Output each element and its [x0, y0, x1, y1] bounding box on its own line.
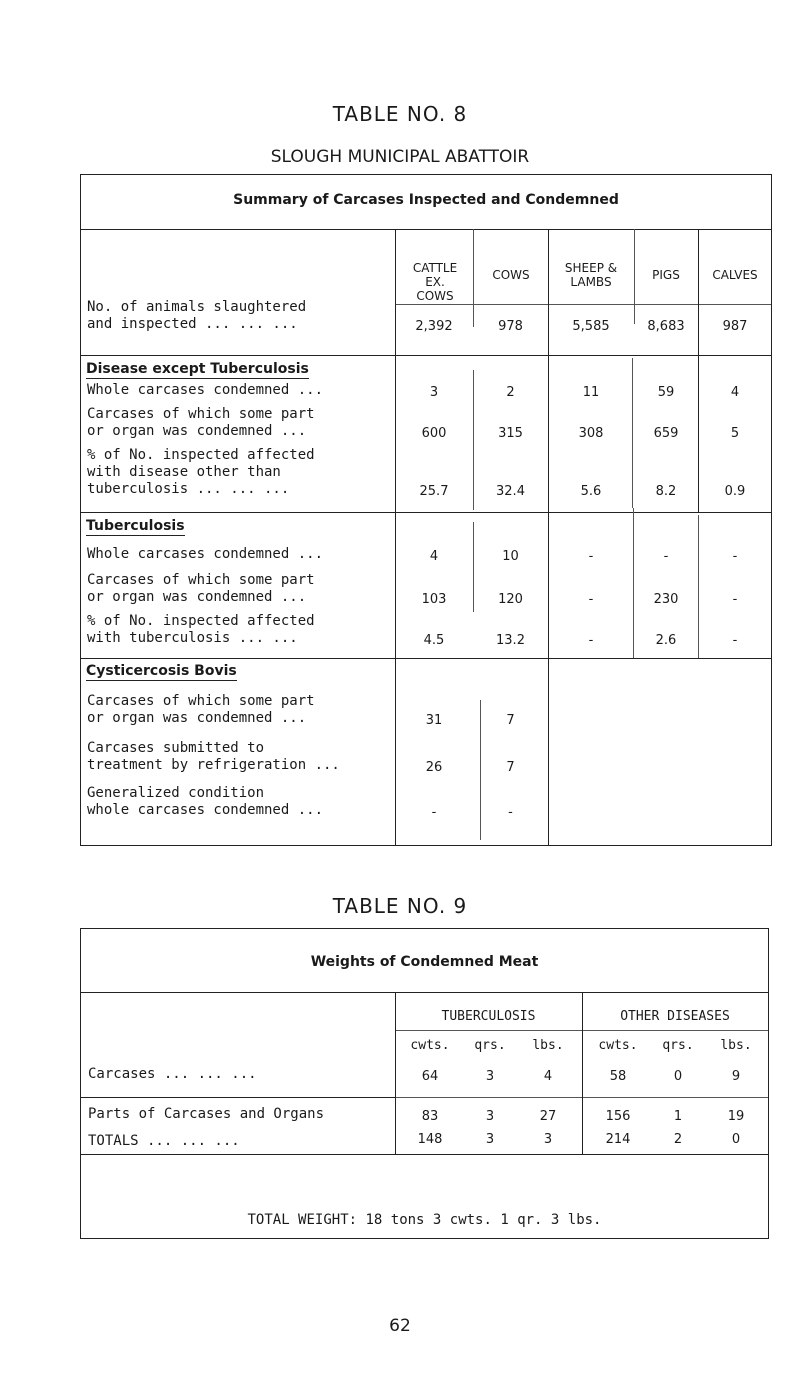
tb-heading: Tuberculosis	[86, 518, 185, 534]
t9-row1-v5: 9	[731, 1069, 741, 1084]
t9-row2-v0: 83	[421, 1109, 439, 1124]
slaughtered-label-1: No. of animals slaughtered	[87, 299, 307, 315]
tb-row3-label-1: % of No. inspected affected	[87, 613, 315, 629]
unit-tb-qrs: qrs.	[474, 1038, 506, 1053]
tb-row2-v1: 120	[498, 592, 523, 607]
tb-row3-v2: -	[588, 633, 594, 648]
t9-row3-v2: 3	[543, 1132, 553, 1147]
t9-row2-v5: 19	[727, 1109, 745, 1124]
disease-row3-v0: 25.7	[419, 484, 449, 499]
unit-tb-cwts: cwts.	[410, 1038, 450, 1053]
tb-row1-v2: -	[588, 549, 594, 564]
tb-row3-label-2: with tuberculosis ... ...	[87, 630, 298, 646]
tb-row2-v2: -	[588, 592, 594, 607]
cyst-row1-label-2: or organ was condemned ...	[87, 710, 307, 726]
t9-row1-v0: 64	[421, 1069, 439, 1084]
disease-row1-v0: 3	[429, 385, 439, 400]
cyst-row3-label-2: whole carcases condemned ...	[87, 802, 324, 818]
page-number: 62	[389, 1316, 411, 1336]
col-pigs: PIGS	[652, 268, 680, 282]
disease-row3-v1: 32.4	[496, 484, 525, 499]
disease-row1-v3: 59	[657, 385, 675, 400]
unit-od-cwts: cwts.	[598, 1038, 638, 1053]
t9-row3-v3: 214	[605, 1132, 631, 1147]
disease-row2-v0: 600	[421, 426, 447, 441]
tb-row3-v4: -	[732, 633, 738, 648]
slaughtered-cattle: 2,392	[415, 319, 453, 334]
disease-row3-v4: 0.9	[724, 484, 746, 499]
disease-row3-v2: 5.6	[580, 484, 602, 499]
unit-tb-lbs: lbs.	[532, 1038, 564, 1053]
disease-row3-v3: 8.2	[655, 484, 677, 499]
t9-row3-v1: 3	[485, 1132, 495, 1147]
tb-row1-v3: -	[663, 549, 669, 564]
t9-row3-v5: 0	[731, 1132, 741, 1147]
t9-row2-v1: 3	[485, 1109, 495, 1124]
cyst-row2-label-2: treatment by refrigeration ...	[87, 757, 340, 773]
table9-header: Weights of Condemned Meat	[310, 954, 539, 970]
col-sheep: SHEEP & LAMBS	[564, 261, 618, 289]
disease-row1-v1: 2	[506, 385, 515, 400]
tb-row2-v3: 230	[653, 592, 679, 607]
disease-row2-label-1: Carcases of which some part	[87, 406, 315, 422]
disease-row3-label-2: with disease other than	[87, 464, 281, 480]
table8-subtitle: SLOUGH MUNICIPAL ABATTOIR	[270, 147, 530, 167]
tb-row1-v1: 10	[502, 549, 519, 564]
t9-row2-v2: 27	[539, 1109, 557, 1124]
t9-row2-v4: 1	[673, 1109, 683, 1124]
cyst-row2-v0: 26	[425, 760, 443, 775]
cyst-row3-v0: -	[431, 805, 437, 820]
disease-heading: Disease except Tuberculosis	[86, 361, 309, 377]
table8-title: TABLE NO. 8	[332, 102, 468, 126]
cyst-row1-v0: 31	[425, 713, 443, 728]
tb-row3-v3: 2.6	[655, 633, 677, 648]
tb-row3-v1: 13.2	[496, 633, 525, 648]
disease-row1-v2: 11	[582, 385, 600, 400]
col-calves: CALVES	[712, 268, 758, 282]
t9-row3-label: TOTALS ... ... ...	[88, 1133, 240, 1149]
disease-row2-v4: 5	[730, 426, 740, 441]
tb-row1-v0: 4	[429, 549, 439, 564]
t9-row3-v0: 148	[417, 1132, 443, 1147]
disease-row3-label-3: tuberculosis ... ... ...	[87, 481, 290, 497]
unit-od-qrs: qrs.	[662, 1038, 694, 1053]
disease-row2-v1: 315	[498, 426, 523, 441]
slaughtered-sheep: 5,585	[572, 319, 610, 334]
disease-row1-v4: 4	[730, 385, 740, 400]
cyst-row3-label-1: Generalized condition	[87, 785, 265, 801]
tb-row2-v4: -	[732, 592, 738, 607]
tb-row1-v4: -	[732, 549, 738, 564]
group-other-diseases: OTHER DISEASES	[620, 1009, 730, 1024]
disease-row2-v2: 308	[578, 426, 604, 441]
disease-row2-v3: 659	[653, 426, 679, 441]
cyst-heading: Cysticercosis Bovis	[86, 663, 237, 679]
disease-row3-label-1: % of No. inspected affected	[87, 447, 315, 463]
tb-row2-label-1: Carcases of which some part	[87, 572, 315, 588]
t9-row1-v2: 4	[543, 1069, 553, 1084]
total-weight: TOTAL WEIGHT: 18 tons 3 cwts. 1 qr. 3 lbs.	[247, 1212, 602, 1228]
cyst-row1-v1: 7	[506, 713, 515, 728]
slaughtered-calves: 987	[722, 319, 748, 334]
slaughtered-label-2: and inspected ... ... ...	[87, 316, 298, 332]
cyst-row2-label-1: Carcases submitted to	[87, 740, 265, 756]
disease-row1-label: Whole carcases condemned ...	[87, 382, 324, 398]
slaughtered-cows: 978	[498, 319, 523, 334]
t9-row1-label: Carcases ... ... ...	[88, 1066, 257, 1082]
table9-title: TABLE NO. 9	[332, 894, 468, 918]
tb-row2-label-2: or organ was condemned ...	[87, 589, 307, 605]
table8-header: Summary of Carcases Inspected and Condemned	[233, 192, 619, 208]
t9-row2-label: Parts of Carcases and Organs	[88, 1106, 325, 1122]
cyst-row2-v1: 7	[506, 760, 515, 775]
t9-row1-v1: 3	[485, 1069, 495, 1084]
tb-row2-v0: 103	[421, 592, 447, 607]
tb-row3-v0: 4.5	[423, 633, 445, 648]
slaughtered-pigs: 8,683	[647, 319, 685, 334]
cyst-row1-label-1: Carcases of which some part	[87, 693, 315, 709]
group-tuberculosis: TUBERCULOSIS	[441, 1009, 536, 1024]
col-cattle: CATTLE EX. COWS	[412, 261, 458, 303]
tb-row1-label: Whole carcases condemned ...	[87, 546, 324, 562]
t9-row2-v3: 156	[605, 1109, 631, 1124]
cyst-row3-v1: -	[508, 805, 513, 820]
t9-row1-v3: 58	[609, 1069, 627, 1084]
col-cows: COWS	[492, 268, 530, 282]
unit-od-lbs: lbs.	[720, 1038, 752, 1053]
t9-row1-v4: 0	[673, 1069, 683, 1084]
disease-row2-label-2: or organ was condemned ...	[87, 423, 307, 439]
t9-row3-v4: 2	[673, 1132, 683, 1147]
